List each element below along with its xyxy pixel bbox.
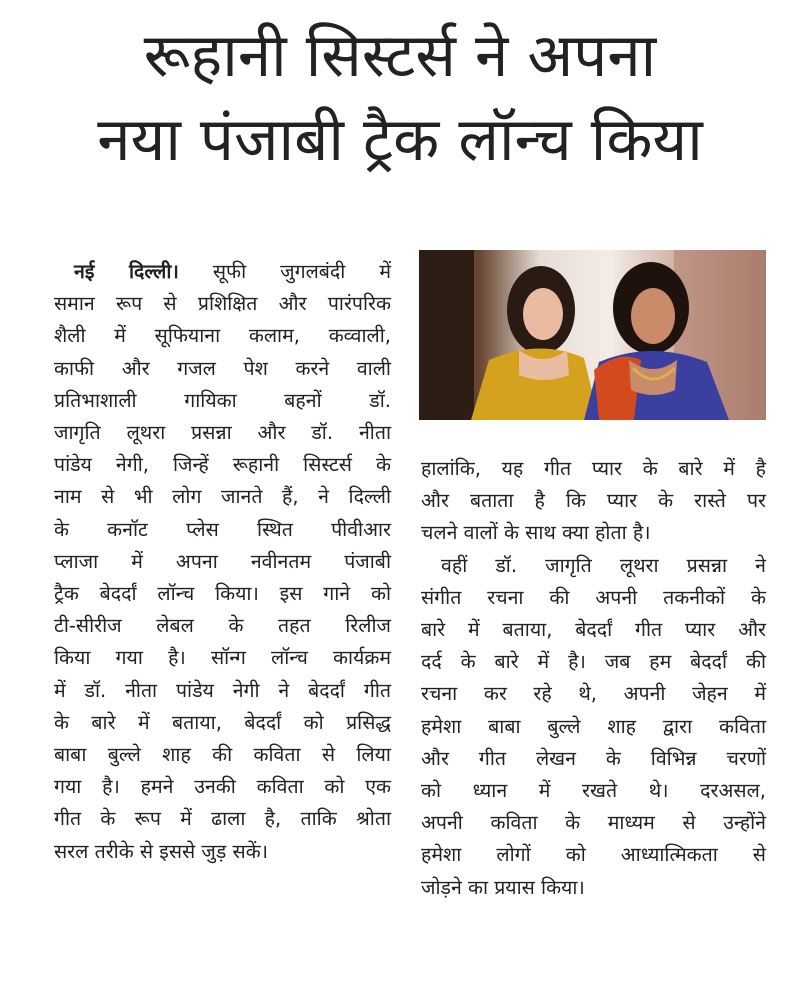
article-line: संगीत रचना की अपनी तकनीकों के — [421, 585, 766, 609]
article-line: अपनी कविता के माध्यम से उन्होंने — [421, 811, 766, 835]
article-line: में डॉ. नीता पांडेय नेगी ने बेदर्दां गीत — [54, 678, 391, 702]
article-line: किया गया है। सॉन्ग लॉन्च कार्यक्रम — [54, 646, 391, 670]
article-line: प्रतिभाशाली गायिका बहनों डॉ. — [54, 388, 391, 412]
article-line: और गीत लेखन के विभिन्न चरणों — [421, 746, 766, 770]
article-line: गया है। हमने उनकी कविता को एक — [54, 775, 391, 799]
left-woman-face — [523, 288, 563, 340]
article-column-left — [54, 256, 391, 868]
article-line: हमेशा लोगों को आध्यात्मिकता से — [421, 843, 766, 867]
headline-line-1: रूहानी सिस्टर्स ने अपना — [143, 21, 657, 91]
article-line: टी-सीरीज लेबल के तहत रिलीज — [54, 614, 391, 638]
article-line: बाबा बुल्ले शाह की कविता से लिया — [54, 743, 391, 767]
article-line: समान रूप से प्रशिक्षित और पारंपरिक — [54, 292, 391, 316]
article-line: नाम से भी लोग जानते हैं, ने दिल्ली — [54, 485, 391, 509]
article-line: और बताता है कि प्यार के रास्ते पर — [421, 489, 766, 513]
article-photo — [419, 250, 766, 420]
article-line: ट्रैक बेदर्दां लॉन्च किया। इस गाने को — [54, 582, 391, 606]
article-line: हालांकि, यह गीत प्यार के बारे में है — [421, 457, 766, 480]
article-line: के कनॉट प्लेस स्थित पीवीआर — [54, 517, 391, 541]
article-line: रचना कर रहे थे, अपनी जेहन में — [421, 682, 766, 706]
article-line: पांडेय नेगी, जिन्हें रूहानी सिस्टर्स के — [54, 453, 391, 477]
photo-backdrop-dark — [419, 250, 474, 420]
article-line: वहीं डॉ. जागृति लूथरा प्रसन्ना ने — [441, 553, 766, 577]
article-line-text: सूफी जुगलबंदी में — [178, 260, 391, 283]
article-line: बारे में बताया, बेदर्दां गीत प्यार और — [421, 618, 766, 642]
article-line: हमेशा बाबा बुल्ले शाह द्वारा कविता — [421, 714, 766, 738]
article-line: प्लाजा में अपना नवीनतम पंजाबी — [54, 549, 391, 573]
article-line: सरल तरीके से इससे जुड़ सकें। — [54, 839, 269, 863]
article-line: चलने वालों के साथ क्या होता है। — [421, 521, 651, 545]
headline-line-2: नया पंजाबी ट्रैक लॉन्च किया — [97, 105, 703, 175]
article-line: शैली में सूफियाना कलाम, कव्वाली, — [54, 324, 391, 348]
article-line: दर्द के बारे में है। जब हम बेदर्दां की — [421, 650, 766, 674]
photo-two-women — [419, 250, 766, 420]
article-line — [54, 256, 391, 288]
article-line: को ध्यान में रखते थे। दरअसल, — [421, 779, 766, 803]
article-line: जागृति लूथरा प्रसन्ना और डॉ. नीता — [54, 421, 391, 445]
article-line: काफी और गजल पेश करने वाली — [54, 356, 391, 380]
dateline: नई दिल्ली। — [74, 260, 179, 283]
article-line: जोड़ने का प्रयास किया। — [421, 875, 585, 899]
headline — [0, 14, 800, 182]
article-line: गीत के रूप में ढाला है, ताकि श्रोता — [54, 807, 391, 831]
article-column-right — [421, 453, 766, 904]
right-woman-face — [631, 288, 675, 344]
article-line: के बारे में बताया, बेदर्दां को प्रसिद्ध — [54, 710, 391, 734]
